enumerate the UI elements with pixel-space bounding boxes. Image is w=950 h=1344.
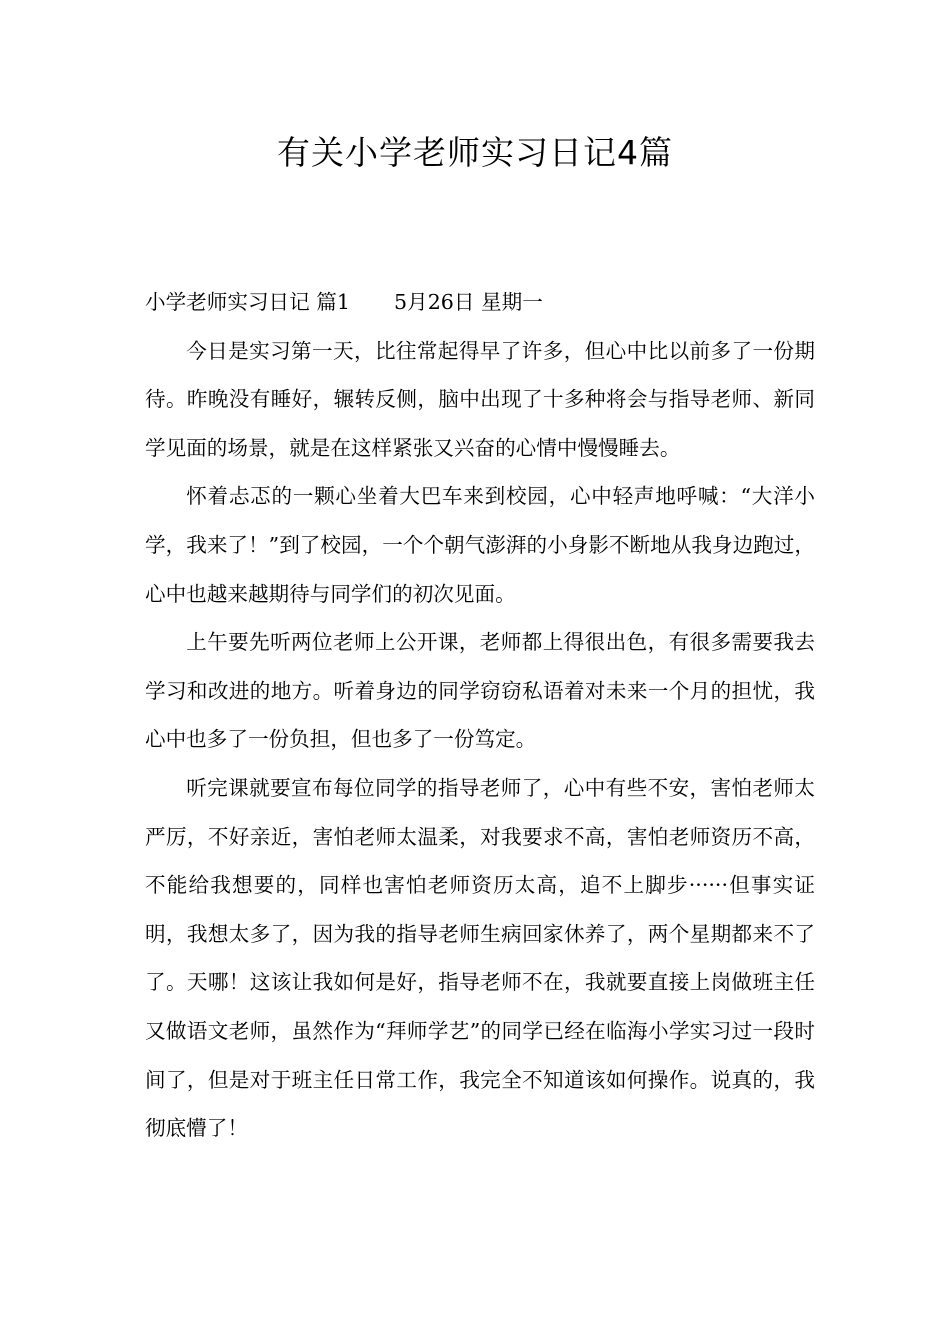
paragraph-2: 怀着忐忑的一颗心坐着大巴车来到校园，心中轻声地呼喊：“大洋小学，我来了！”到了校园，一个个朝气澎湃的小身影不断地从我身边跑过，心中也越来越期待与同学们的初次见面。 (145, 484, 815, 606)
paragraph-1: 今日是实习第一天，比往常起得早了许多，但心中比以前多了一份期待。昨晚没有睡好，辗转反侧，脑中出现了十多种将会与指导老师、新同学见面的场景，就是在这样紧张又兴奋的心情中慢慢睡去。 (145, 338, 815, 460)
entry-date: 5月26日 星期一 (394, 290, 543, 314)
paragraph-3: 上午要先听两位老师上公开课，老师都上得很出色，有很多需要我去学习和改进的地方。听着身边的同学窃窃私语着对未来一个月的担忧，我心中也多了一份负担，但也多了一份笃定。 (145, 630, 815, 752)
document-body (145, 278, 815, 1153)
paragraph-4: 听完课就要宣布每位同学的指导老师了，心中有些不安，害怕老师太严厉，不好亲近，害怕老师太温柔，对我要求不高，害怕老师资历不高，不能给我想要的，同样也害怕老师资历太高，追不上脚步······但事实证明，我想太多了，因为我的指导老师生病回家休养了，两个星期都来不了了。天哪！这该让我如何是好，指导老师不在，我就要直接上岗做班主任又做语文老师，虽然作为“拜师学艺”的同学已经在临海小学实习过一段时间了，但是对于班主任日常工作，我完全不知道该如何操作。说真的，我彻底懵了！ (145, 775, 815, 1141)
entry-heading-line (145, 278, 815, 327)
entry-heading: 小学老师实习日记 篇1 (145, 290, 350, 314)
document-title: 有关小学老师实习日记4篇 (277, 133, 673, 172)
